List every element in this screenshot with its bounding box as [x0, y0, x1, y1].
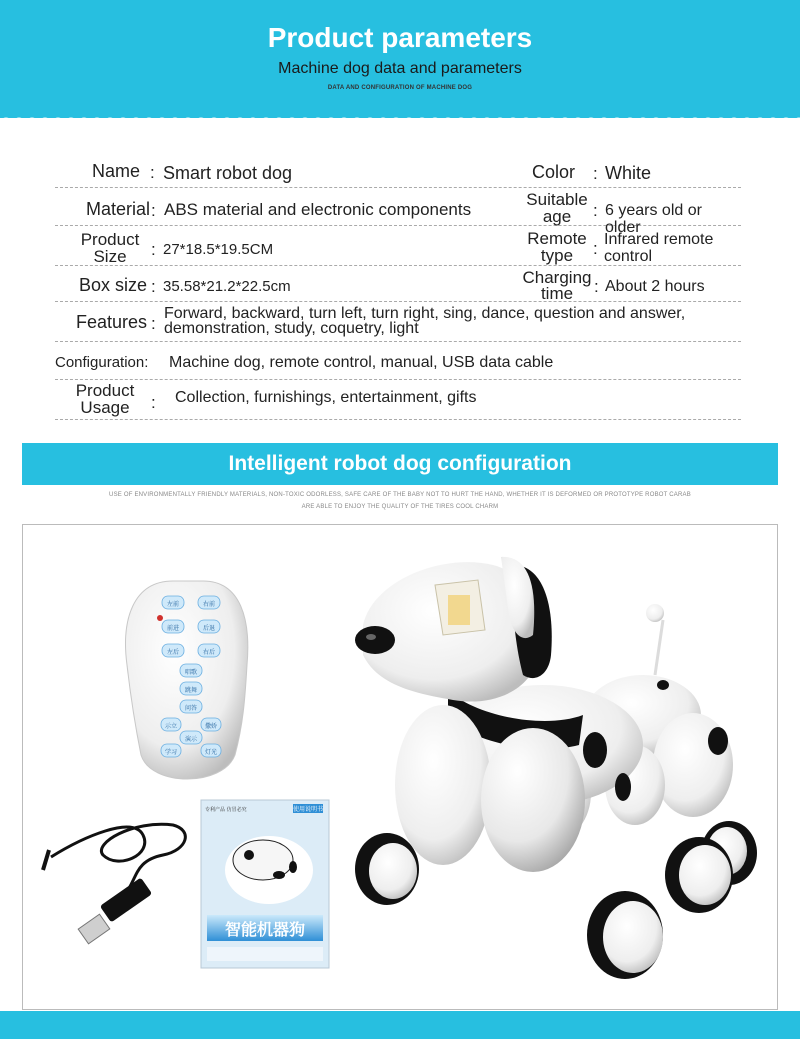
product-photo: [22, 524, 778, 1010]
remote-button-label: 唱歌: [184, 669, 198, 676]
footer-bar: [0, 1011, 800, 1039]
page-caption: DATA AND CONFIGURATION OF MACHINE DOG: [327, 85, 473, 91]
page-subtitle: Machine dog data and parameters: [278, 60, 522, 77]
robot-dog: [355, 557, 757, 979]
remote-button-label: 左后: [166, 649, 180, 656]
remote-button-label: 右后: [202, 649, 216, 656]
colon: :: [151, 240, 156, 259]
charging-label-line2: time: [540, 284, 574, 303]
color-label: Color: [531, 162, 575, 182]
remote-button-label: 灯光: [204, 749, 218, 756]
colon: :: [593, 239, 598, 258]
usage-label-line1: Product: [75, 381, 135, 400]
remote-button-label: 右前: [202, 601, 216, 608]
name-value: Smart robot dog: [163, 163, 293, 183]
configuration-title: Intelligent robot dog configuration: [228, 452, 572, 475]
size-value: 27*18.5*19.5CM: [163, 241, 274, 258]
usb-cable: [43, 824, 185, 897]
colon: :: [151, 393, 156, 412]
colon: :: [151, 277, 156, 296]
configuration-banner: [22, 443, 778, 485]
remote-button-label: 后退: [202, 625, 216, 632]
age-value: 6 years old or older: [605, 202, 702, 236]
colon: :: [150, 163, 155, 182]
usb-plug: [78, 877, 152, 943]
remote-button-label: 左前: [166, 601, 180, 608]
remote-button-label: 问答: [184, 705, 198, 712]
header-banner: [0, 0, 800, 118]
remote-button-label: 跳舞: [184, 687, 198, 694]
charging-label-line1: Charging: [522, 268, 592, 287]
size-label-line2: Size: [93, 247, 127, 266]
usage-value: Collection, furnishings, entertainment, gifts: [175, 389, 477, 406]
remote-value-line2: control: [604, 248, 653, 265]
remote-button-label: 前进: [166, 625, 180, 632]
colon: :: [151, 201, 156, 220]
param-row-configuration: [55, 343, 741, 380]
param-row-size: [55, 227, 741, 266]
param-row-box: [55, 267, 741, 302]
remote-control: [126, 581, 248, 779]
features-label: Features: [75, 312, 147, 332]
scallop-divider: [0, 112, 800, 128]
material-label: Material: [85, 199, 150, 219]
manual-header-text: 使用说明书: [292, 806, 324, 813]
color-value: White: [605, 163, 652, 183]
charging-value: About 2 hours: [605, 278, 705, 295]
remote-label-line1: Remote: [527, 229, 587, 248]
configuration-caption-line1: USE OF ENVIRONMENTALLY FRIENDLY MATERIALS, NON-TOXIC ODORLESS, SAFE CARE OF THE BABY NOT TO HURT THE HAND, WHETHER IT IS DEFORMED OR PROTOTYPE ROBOT CARAB: [109, 492, 691, 498]
configuration-label: Configuration:: [55, 354, 149, 371]
manual-title-text: 智能机器狗: [224, 920, 306, 939]
param-row-features: [55, 303, 741, 342]
name-label: Name: [91, 161, 140, 181]
usage-label-line2: Usage: [80, 398, 130, 417]
user-manual: [201, 800, 329, 968]
features-value-line1: Forward, backward, turn left, turn right, sing, dance, question and answer,: [164, 305, 686, 322]
colon: :: [593, 164, 598, 183]
scallop-base: [0, 124, 800, 128]
remote-button-label: 演示: [184, 736, 198, 743]
colon: :: [151, 314, 156, 333]
box-label: Box size: [78, 275, 147, 295]
configuration-caption-line2: ARE ABLE TO ENJOY THE QUALITY OF THE TIRES COOL CHARM: [301, 504, 499, 510]
features-value-line2: demonstration, study, coquetry, light: [164, 320, 419, 337]
product-photo-art: [23, 525, 777, 1009]
param-row-name: [55, 155, 741, 188]
param-row-usage: [55, 381, 741, 420]
colon: :: [593, 201, 598, 220]
remote-button-label: 示立: [164, 723, 178, 730]
remote-button-label: 撒娇: [204, 723, 218, 730]
manual-small-text: 专利产品 仿冒必究: [205, 807, 247, 813]
box-value: 35.58*21.2*22.5cm: [163, 278, 291, 295]
remote-button-label: 学习: [164, 749, 178, 756]
material-value: ABS material and electronic components: [164, 200, 472, 219]
colon: :: [594, 277, 599, 296]
size-label-line1: Product: [80, 230, 140, 249]
age-label-line1: Suitable: [526, 190, 588, 209]
remote-label-line2: type: [540, 246, 574, 265]
configuration-value: Machine dog, remote control, manual, USB data cable: [169, 354, 554, 371]
remote-value-line1: Infrared remote: [604, 231, 714, 248]
age-label-line2: age: [542, 207, 572, 226]
param-row-material: [55, 189, 741, 236]
page-title: Product parameters: [267, 22, 533, 53]
